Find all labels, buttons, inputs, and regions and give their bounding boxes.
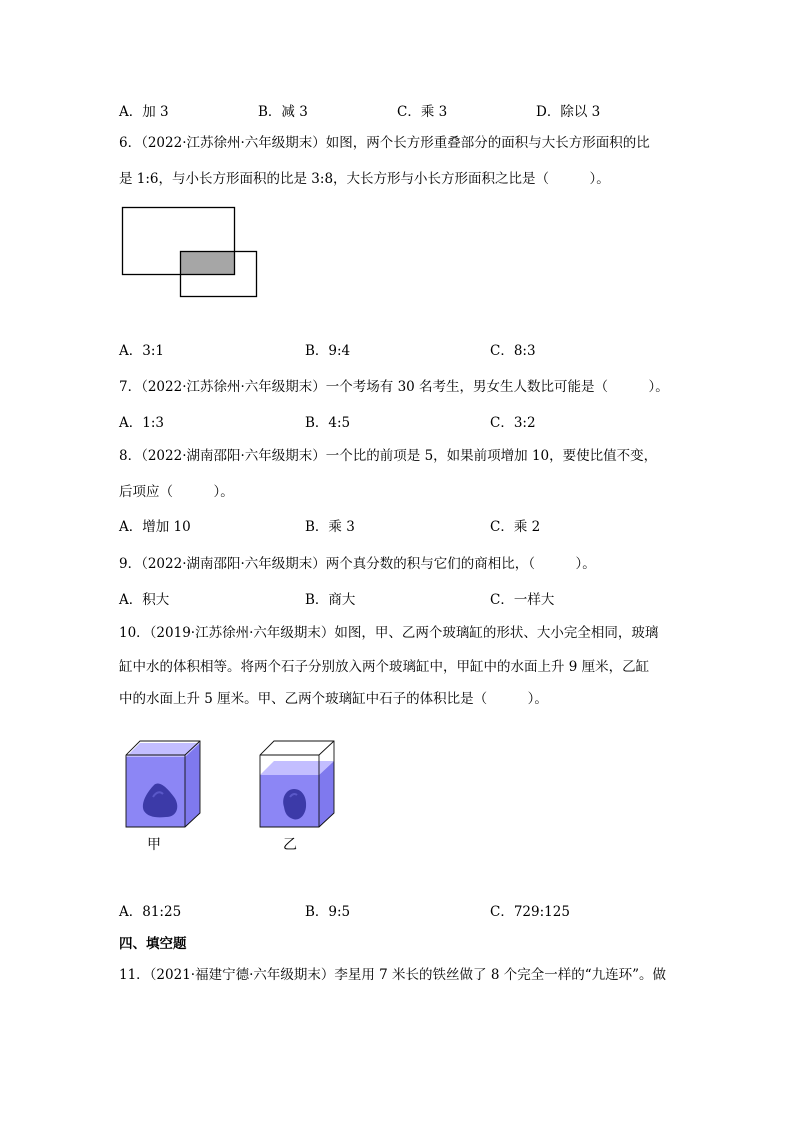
q5-option-c[interactable]: C．乘 3: [397, 104, 448, 120]
q10-option-c[interactable]: C．729:125: [490, 904, 570, 920]
q6-rectangles-figure: [118, 203, 262, 301]
caption-yi: 乙: [283, 837, 297, 853]
q6-text-line2: 是 1:6，与小长方形面积的比是 3:8，大长方形与小长方形面积之比是（ ）。: [119, 171, 610, 187]
q10-option-a[interactable]: A．81:25: [119, 904, 182, 920]
q7-text-line1: 7．（2022·江苏徐州·六年级期末）一个考场有 30 名考生，男女生人数比可能是（ ）。: [119, 379, 669, 395]
q10-option-b[interactable]: B．9:5: [305, 904, 351, 920]
q7-option-a[interactable]: A．1:3: [119, 415, 164, 431]
q5-option-a[interactable]: A．加 3: [119, 104, 169, 120]
caption-jia: 甲: [147, 837, 161, 853]
q6-text-line1: 6．（2022·江苏徐州·六年级期末）如图，两个长方形重叠部分的面积与大长方形面积的比: [119, 135, 650, 151]
q6-option-c[interactable]: C．8:3: [490, 343, 536, 359]
q5-option-d[interactable]: D．除以 3: [536, 104, 601, 120]
q8-option-b[interactable]: B．乘 3: [305, 519, 355, 535]
q9-option-a[interactable]: A．积大: [119, 592, 170, 608]
q9-options: [119, 591, 679, 609]
q6-option-a[interactable]: A．3:1: [119, 343, 164, 359]
q6-options: [119, 342, 679, 360]
tank-yi-figure: [254, 737, 338, 833]
q9-text-line1: 9．（2022·湖南邵阳·六年级期末）两个真分数的积与它们的商相比，（ ）。: [119, 556, 596, 572]
tank-jia-figure: [120, 737, 204, 833]
q5-option-b[interactable]: B．减 3: [258, 104, 308, 120]
q8-text-line2: 后项应（ ）。: [119, 484, 234, 500]
q10-text-line1: 10．（2019·江苏徐州·六年级期末）如图，甲、乙两个玻璃缸的形状、大小完全相同，玻璃: [119, 625, 659, 641]
q5-options: [119, 103, 679, 121]
q11-text-line1: 11．（2021·福建宁德·六年级期末）李星用 7 米长的铁丝做了 8 个完全一样的“九连环”。做: [119, 967, 667, 983]
q7-option-c[interactable]: C．3:2: [490, 415, 536, 431]
q8-text-line1: 8．（2022·湖南邵阳·六年级期末）一个比的前项是 5，如果前项增加 10，要使比值不变，: [119, 448, 658, 464]
q8-option-c[interactable]: C．乘 2: [490, 519, 541, 535]
q7-option-b[interactable]: B．4:5: [305, 415, 351, 431]
q7-options: [119, 414, 679, 432]
water-side: [185, 743, 200, 827]
q10-text-line3: 中的水面上升 5 厘米。甲、乙两个玻璃缸中石子的体积比是（ ）。: [119, 691, 548, 707]
q10-options: [119, 903, 679, 921]
q8-options: [119, 518, 679, 536]
overlap-region: [180, 251, 234, 274]
q8-option-a[interactable]: A．增加 10: [119, 519, 191, 535]
q10-text-line2: 缸中水的体积相等。将两个石子分别放入两个玻璃缸中，甲缸中的水面上升 9 厘米，乙缸: [119, 659, 650, 675]
section-heading-fill-in: 四、填空题: [119, 936, 187, 952]
q6-option-b[interactable]: B．9:4: [305, 343, 351, 359]
q9-option-c[interactable]: C．一样大: [490, 592, 555, 608]
q9-option-b[interactable]: B．商大: [305, 592, 356, 608]
